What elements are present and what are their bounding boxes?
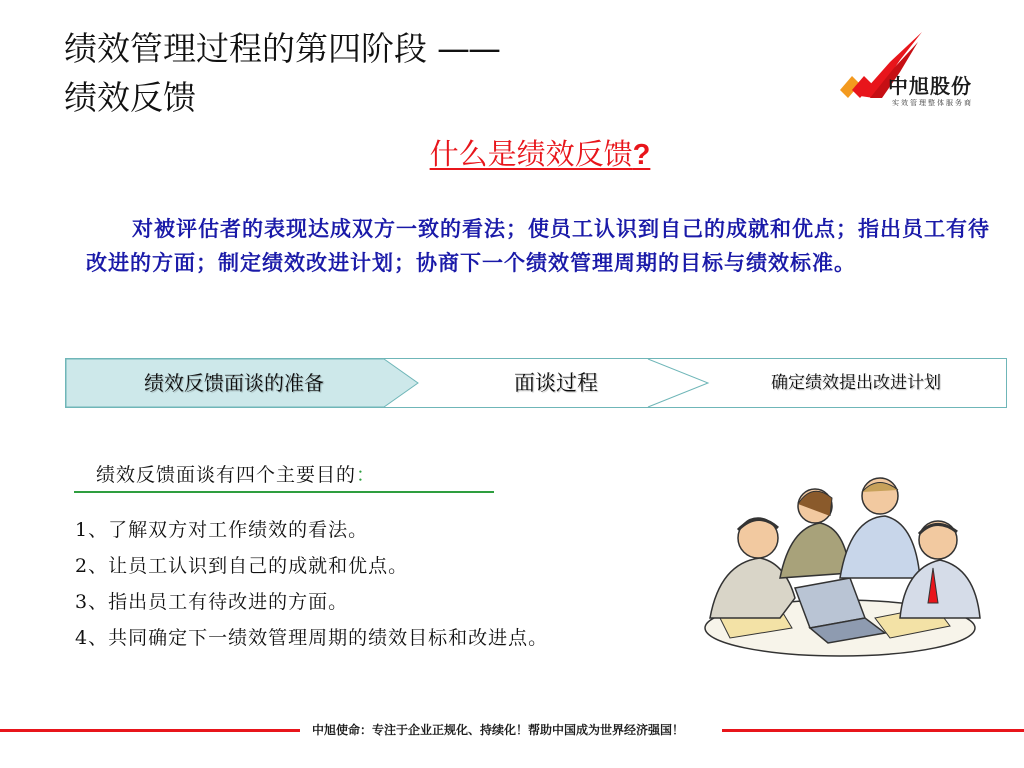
company-logo <box>830 32 1005 122</box>
team-meeting-illustration <box>700 468 985 668</box>
purposes-heading <box>74 460 494 493</box>
question-mark: ? <box>632 139 651 171</box>
purposes-list <box>75 512 715 656</box>
list-item: 1、了解双方对工作绩效的看法。 <box>75 519 369 541</box>
footer-divider-right <box>722 729 1024 732</box>
logo-tagline: 实效管理整体服务商 <box>892 99 973 107</box>
logo-brand: 中旭股份 <box>888 74 972 98</box>
footer-divider-left <box>0 729 300 732</box>
title-line1: 绩效管理过程的第四阶段 <box>64 29 427 68</box>
purposes-heading-text: 绩效反馈面谈有四个主要目的 <box>96 464 357 486</box>
list-item: 4、共同确定下一绩效管理周期的绩效目标和改进点。 <box>75 627 549 649</box>
slide-title <box>64 24 764 122</box>
process-flow <box>65 358 1007 408</box>
title-dash: —— <box>437 29 499 68</box>
footer-mission: 中旭使命：专注于企业正规化、持续化！帮助中国成为世界经济强国！ <box>312 723 685 737</box>
process-step-preparation: 绩效反馈面谈的准备 <box>144 371 324 395</box>
purposes-heading-colon: ： <box>356 464 377 486</box>
process-step-improvement-plan: 确定绩效提出改进计划 <box>771 373 941 393</box>
section-question <box>0 132 1024 173</box>
question-text: 什么是绩效反馈 <box>429 137 633 171</box>
definition-text: 对被评估者的表现达成双方一致的看法；使员工认识到自己的成就和优点；指出员工有待改进的方面；制定绩效改进计划；协商下一个绩效管理周期的目标与绩效标准。 <box>86 216 990 275</box>
process-step-interview: 面谈过程 <box>514 371 598 395</box>
list-item: 2、让员工认识到自己的成就和优点。 <box>75 555 409 577</box>
footer <box>0 718 1024 744</box>
list-item: 3、指出员工有待改进的方面。 <box>75 591 349 613</box>
title-line2: 绩效反馈 <box>64 78 196 117</box>
